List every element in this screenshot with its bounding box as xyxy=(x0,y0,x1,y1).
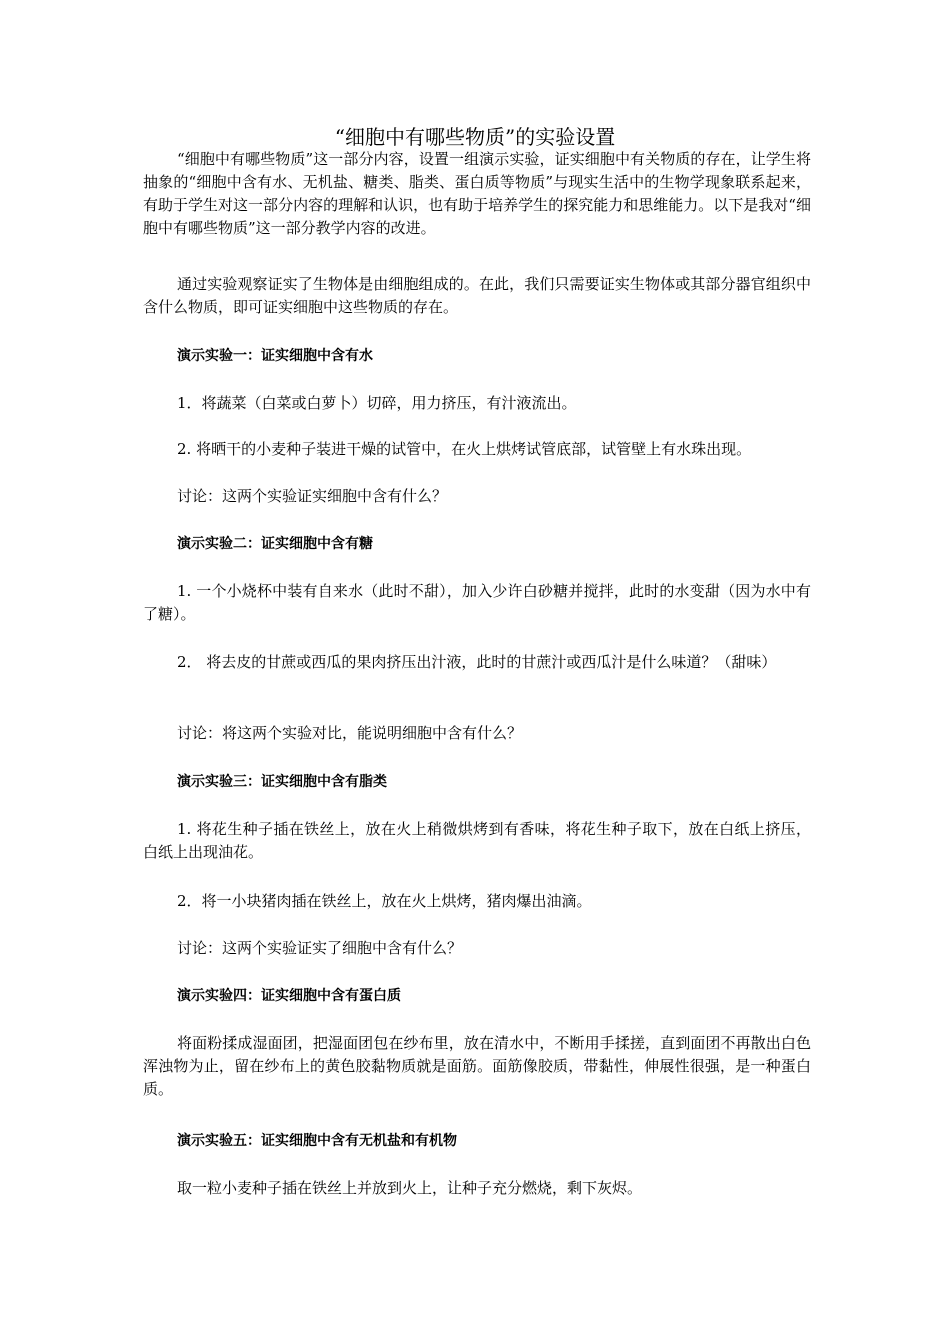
experiment-3-step-1: 1. 将花生种子插在铁丝上，放在火上稍微烘烤到有香味，将花生种子取下，放在白纸上挤压，白纸上出现油花。 xyxy=(143,820,811,861)
experiment-1-step-1: 1．将蔬菜（白菜或白萝卜）切碎，用力挤压，有汁液流出。 xyxy=(177,394,577,412)
experiment-5-heading: 演示实验五：证实细胞中含有无机盐和有机物 xyxy=(177,1133,457,1149)
experiment-2-step-1: 1. 一个小烧杯中装有自来水（此时不甜），加入少许白砂糖并搅拌，此时的水变甜（因为水中有了糖）。 xyxy=(143,582,811,623)
experiment-5-text: 取一粒小麦种子插在铁丝上并放到火上，让种子充分燃烧，剩下灰烬。 xyxy=(177,1179,643,1197)
experiment-3-heading: 演示实验三：证实细胞中含有脂类 xyxy=(177,774,387,790)
experiment-1-heading: 演示实验一：证实细胞中含有水 xyxy=(177,348,373,364)
experiment-4-heading: 演示实验四：证实细胞中含有蛋白质 xyxy=(177,988,401,1004)
experiment-2-heading: 演示实验二：证实细胞中含有糖 xyxy=(177,536,373,552)
experiment-4-text: 将面粉揉成湿面团，把湿面团包在纱布里，放在清水中，不断用手揉搓，直到面团不再散出白色浑浊物为止，留在纱布上的黄色胶黏物质就是面筋。面筋像胶质，带黏性，伸展性很强，是一种蛋白质。 xyxy=(143,1034,811,1098)
experiment-1-step-2: 2. 将晒干的小麦种子装进干燥的试管中，在火上烘烤试管底部，试管壁上有水珠出现。 xyxy=(177,440,752,458)
experiment-2-discussion: 讨论：将这两个实验对比，能说明细胞中含有什么？ xyxy=(177,724,523,742)
experiment-1-discussion: 讨论：这两个实验证实细胞中含有什么？ xyxy=(177,487,448,505)
experiment-2-step-2: 2． 将去皮的甘蔗或西瓜的果肉挤压出汁液，此时的甘蔗汁或西瓜汁是什么味道？（甜味） xyxy=(177,653,777,671)
experiment-3-step-2: 2．将一小块猪肉插在铁丝上，放在火上烘烤，猪肉爆出油滴。 xyxy=(177,892,592,910)
document-title: “细胞中有哪些物质”的实验设置 xyxy=(334,125,616,149)
experiment-3-discussion: 讨论：这两个实验证实了细胞中含有什么？ xyxy=(177,939,463,957)
context-paragraph: 通过实验观察证实了生物体是由细胞组成的。在此，我们只需要证实生物体或其部分器官组织中含什么物质，即可证实细胞中这些物质的存在。 xyxy=(143,275,811,316)
intro-paragraph: “细胞中有哪些物质”这一部分内容，设置一组演示实验，证实细胞中有关物质的存在，让学生将抽象的“细胞中含有水、无机盐、糖类、脂类、蛋白质等物质”与现实生活中的生物学现象联系起来，有助于学生对这一部分内容的理解和认识，也有助于培养学生的探究能力和思维能力。以下是我对“细胞中有哪些物质”这一部分教学内容的改进。 xyxy=(143,150,811,237)
